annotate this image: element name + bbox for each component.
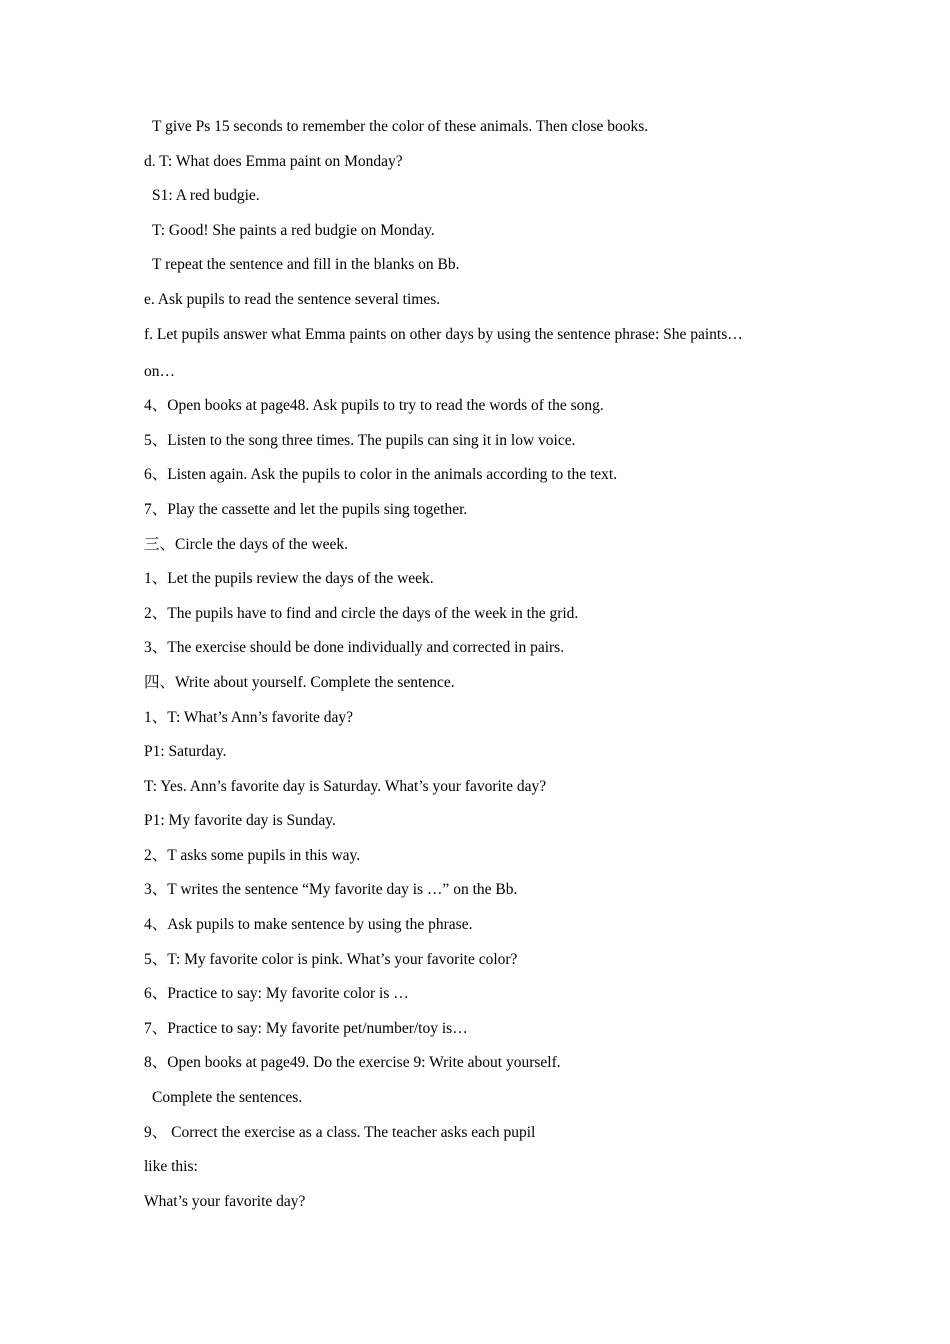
text-line: Complete the sentences. [152, 1089, 303, 1107]
text-line: 5、Listen to the song three times. The pupils can sing it in low voice. [144, 431, 576, 449]
text-line: 2、T asks some pupils in this way. [144, 846, 361, 864]
text-line: 3、T writes the sentence “My favorite day is …” on the Bb. [144, 881, 518, 899]
text-line: like this: [144, 1158, 198, 1176]
text-line: 1、Let the pupils review the days of the week. [144, 570, 434, 588]
text-line: 7、Practice to say: My favorite pet/number/toy is… [144, 1019, 468, 1037]
text-line: 6、Listen again. Ask the pupils to color in the animals according to the text. [144, 466, 618, 484]
text-line: on… [144, 362, 175, 380]
text-line: What’s your favorite day? [144, 1192, 306, 1210]
section-heading: 四、Write about yourself. Complete the sentence. [144, 673, 455, 691]
text-line: 3、The exercise should be done individually and corrected in pairs. [144, 639, 565, 657]
text-line: 2、The pupils have to find and circle the days of the week in the grid. [144, 604, 579, 622]
text-line: 5、T: My favorite color is pink. What’s your favorite color? [144, 950, 518, 968]
document-body [144, 116, 814, 1225]
text-line: e. Ask pupils to read the sentence several times. [144, 290, 441, 308]
text-line: T repeat the sentence and fill in the blanks on Bb. [152, 256, 460, 274]
text-line: 4、Ask pupils to make sentence by using the phrase. [144, 916, 473, 934]
text-line: 7、Play the cassette and let the pupils sing together. [144, 500, 468, 518]
text-line: f. Let pupils answer what Emma paints on other days by using the sentence phrase: She paints… [144, 325, 743, 343]
text-line: P1: My favorite day is Sunday. [144, 812, 336, 830]
text-line: 4、Open books at page48. Ask pupils to try to read the words of the song. [144, 397, 604, 415]
text-line: T: Good! She paints a red budgie on Monday. [152, 221, 435, 239]
text-line: 6、Practice to say: My favorite color is … [144, 985, 409, 1003]
text-line: 9、 Correct the exercise as a class. The teacher asks each pupil [144, 1123, 536, 1141]
text-line: S1: A red budgie. [152, 187, 260, 205]
text-line: 1、T: What’s Ann’s favorite day? [144, 708, 354, 726]
section-heading: 三、Circle the days of the week. [144, 535, 349, 553]
text-line: T: Yes. Ann’s favorite day is Saturday. What’s your favorite day? [144, 777, 547, 795]
text-line: P1: Saturday. [144, 743, 227, 761]
text-line: T give Ps 15 seconds to remember the color of these animals. Then close books. [152, 118, 649, 135]
text-line: 8、Open books at page49. Do the exercise 9: Write about yourself. [144, 1054, 561, 1072]
text-line: d. T: What does Emma paint on Monday? [144, 152, 403, 170]
